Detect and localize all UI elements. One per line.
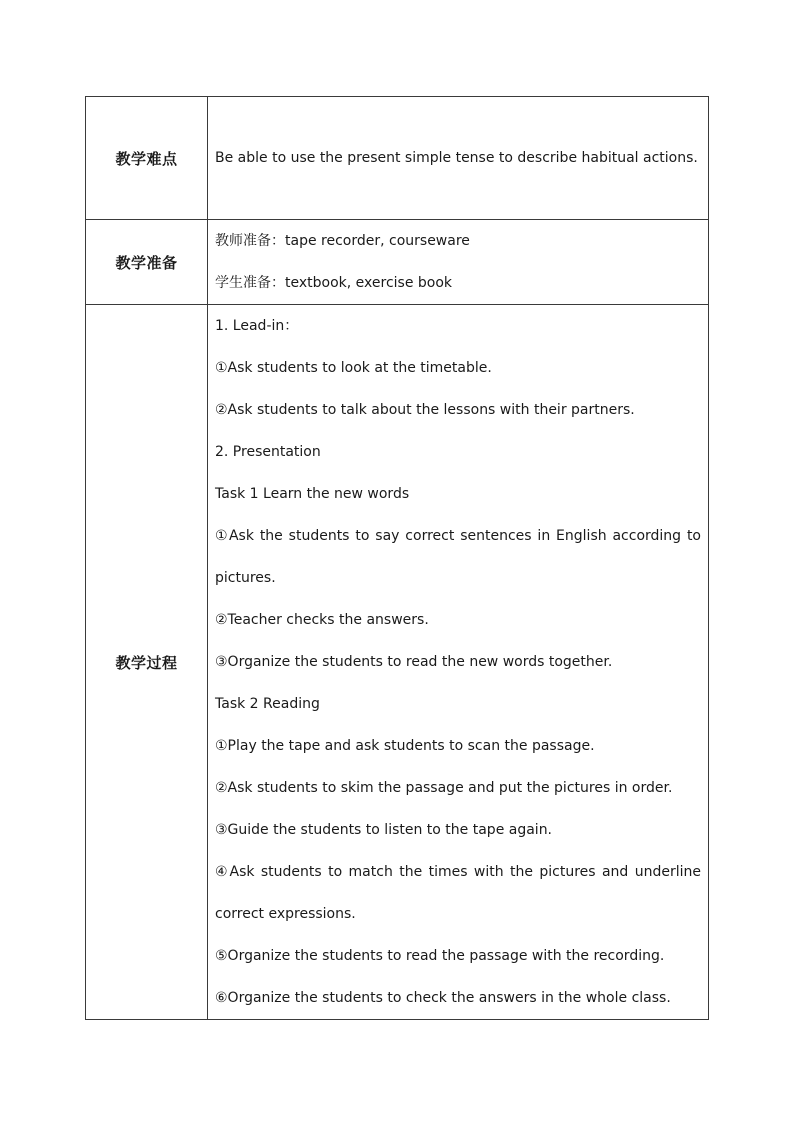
process-line: Task 2 Reading (215, 696, 320, 712)
teacher-preparation: 教师准备：tape recorder, courseware (215, 233, 470, 249)
difficulty-label: 教学难点 (86, 97, 208, 220)
process-line: ①Play the tape and ask students to scan the passage. (215, 738, 595, 754)
process-line: ⑥Organize the students to check the answers in the whole class. (215, 990, 671, 1006)
process-line: 1. Lead-in： (215, 318, 299, 334)
preparation-content (208, 220, 709, 305)
process-line: ②Ask students to skim the passage and put the pictures in order. (215, 780, 673, 796)
process-line: ③Guide the students to listen to the tape again. (215, 822, 553, 838)
process-line: 2. Presentation (215, 444, 321, 460)
process-line: ②Ask students to talk about the lessons with their partners. (215, 402, 635, 418)
preparation-row (86, 220, 709, 305)
process-row (86, 305, 709, 1020)
process-line: ①Ask the students to say correct sentences in English according to (215, 528, 701, 544)
process-line: pictures. (215, 570, 276, 586)
lesson-plan-table (85, 96, 709, 1020)
process-line: correct expressions. (215, 906, 356, 922)
process-line: ②Teacher checks the answers. (215, 612, 429, 628)
difficulty-content (208, 97, 709, 220)
process-line: ①Ask students to look at the timetable. (215, 360, 492, 376)
process-line: ③Organize the students to read the new words together. (215, 654, 613, 670)
process-line: Task 1 Learn the new words (215, 486, 410, 502)
preparation-label: 教学准备 (86, 220, 208, 305)
student-preparation: 学生准备：textbook, exercise book (215, 275, 453, 291)
process-line: ④Ask students to match the times with the pictures and underline (215, 864, 701, 880)
process-line: ⑤Organize the students to read the passage with the recording. (215, 948, 665, 964)
process-label: 教学过程 (86, 305, 208, 1020)
difficulty-row (86, 97, 709, 220)
process-content (208, 305, 709, 1020)
difficulty-text: Be able to use the present simple tense to describe habitual actions. (215, 150, 698, 166)
